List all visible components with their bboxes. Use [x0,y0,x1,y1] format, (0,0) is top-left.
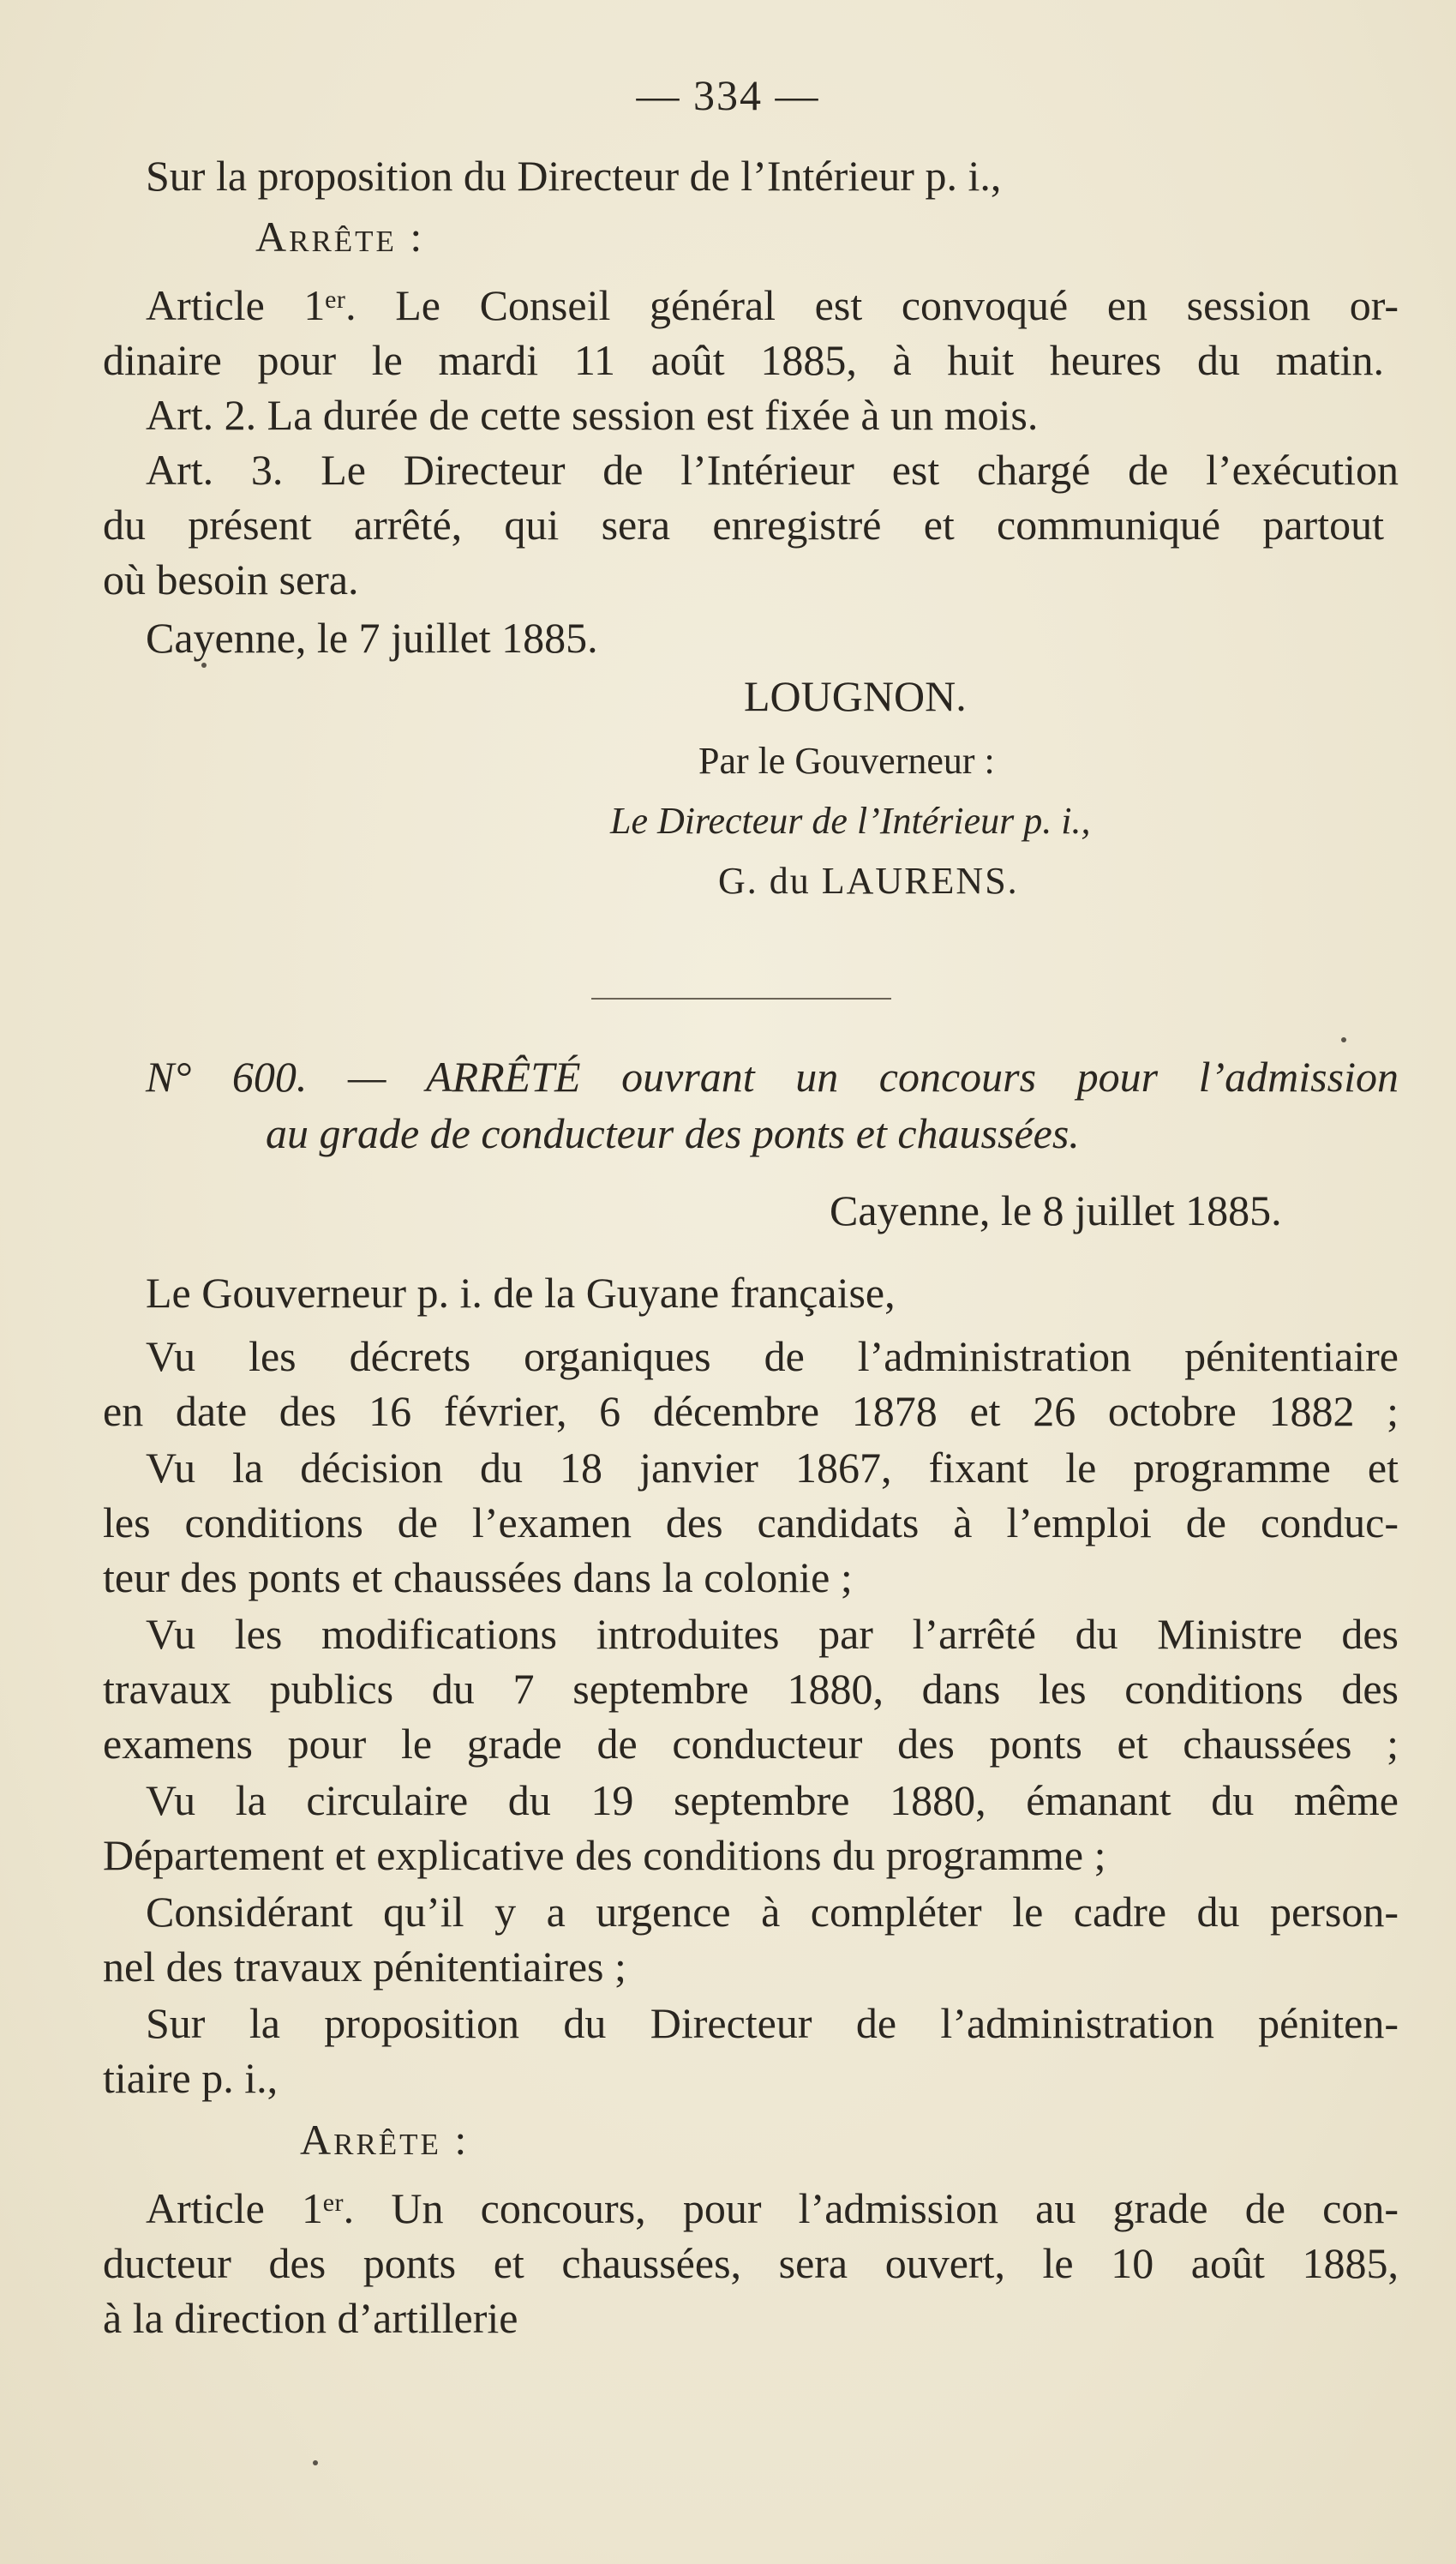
text-line: tiaire p. i., [103,2054,279,2102]
text-line: Sur la proposition du Directeur de l’administration péniten- [146,1999,1399,2047]
article-2-line: Art. 2. La durée de cette session est fixée à un mois. [146,391,1039,439]
text-line: Département et explicative des conditions du programme ; [103,1831,1106,1879]
text-line: Considérant qu’il y a urgence à compléter le cadre du person- [146,1888,1399,1936]
text-line: examens pour le grade de conducteur des ponts et chaussées ; [103,1720,1399,1768]
text-line: Vu les décrets organiques de l’administration pénitentiaire [146,1332,1399,1380]
decree-heading: Arrête : [255,213,425,261]
decree-date: Cayenne, le 8 juillet 1885. [830,1186,1282,1234]
scan-speck [201,663,207,668]
final-line: Article 1ᵉʳ. Un concours, pour l’admission au grade de con- [146,2184,1399,2232]
director-name: G. du LAURENS. [718,860,1019,902]
article-3-line-2: du présent arrêté, qui sera enregistré et communiqué partout [103,501,1384,549]
section-separator [591,998,891,1000]
text-line: travaux publics du 7 septembre 1880, dans les conditions des [103,1665,1399,1713]
text-line: Vu les modifications introduites par l’arrêté du Ministre des [146,1610,1399,1658]
governor-line: Le Gouverneur p. i. de la Guyane française, [146,1269,896,1317]
decree-title-line-1: N° 600. — ARRÊTÉ ouvrant un concours pour l’admission [146,1053,1399,1101]
article-1-line-2: dinaire pour le mardi 11 août 1885, à huit heures du matin. [103,336,1384,384]
by-governor-line: Par le Gouverneur : [698,740,995,782]
proposal-line: Sur la proposition du Directeur de l’Intérieur p. i., [146,152,1002,200]
director-title: Le Directeur de l’Intérieur p. i., [610,800,1091,842]
place-date: Cayenne, le 7 juillet 1885. [146,614,598,662]
text-line: nel des travaux pénitentiaires ; [103,1943,626,1991]
decree-title-line-2: au grade de conducteur des ponts et chaussées. [266,1109,1080,1157]
article-1-line-1: Article 1ᵉʳ. Le Conseil général est convoqué en session or- [146,281,1399,329]
signatory-name: LOUGNON. [744,672,967,720]
text-line: les conditions de l’examen des candidats à l’emploi de conduc- [103,1498,1399,1546]
article-3-line-3: où besoin sera. [103,555,359,603]
text-line: Vu la décision du 18 janvier 1867, fixant le programme et [146,1444,1399,1492]
decree-heading-2: Arrête : [300,2116,470,2164]
page-number: — 334 — [636,71,820,119]
final-line: ducteur des ponts et chaussées, sera ouvert, le 10 août 1885, [103,2239,1399,2287]
scan-speck [1341,1037,1346,1042]
text-line: teur des ponts et chaussées dans la colonie ; [103,1553,853,1601]
article-3-line-1: Art. 3. Le Directeur de l’Intérieur est chargé de l’exécution [146,446,1399,494]
text-line: Vu la circulaire du 19 septembre 1880, émanant du même [146,1776,1399,1824]
scan-speck [313,2460,318,2465]
text-line: en date des 16 février, 6 décembre 1878 et 26 octobre 1882 ; [103,1387,1399,1435]
final-line: à la direction d’artillerie [103,2294,518,2342]
